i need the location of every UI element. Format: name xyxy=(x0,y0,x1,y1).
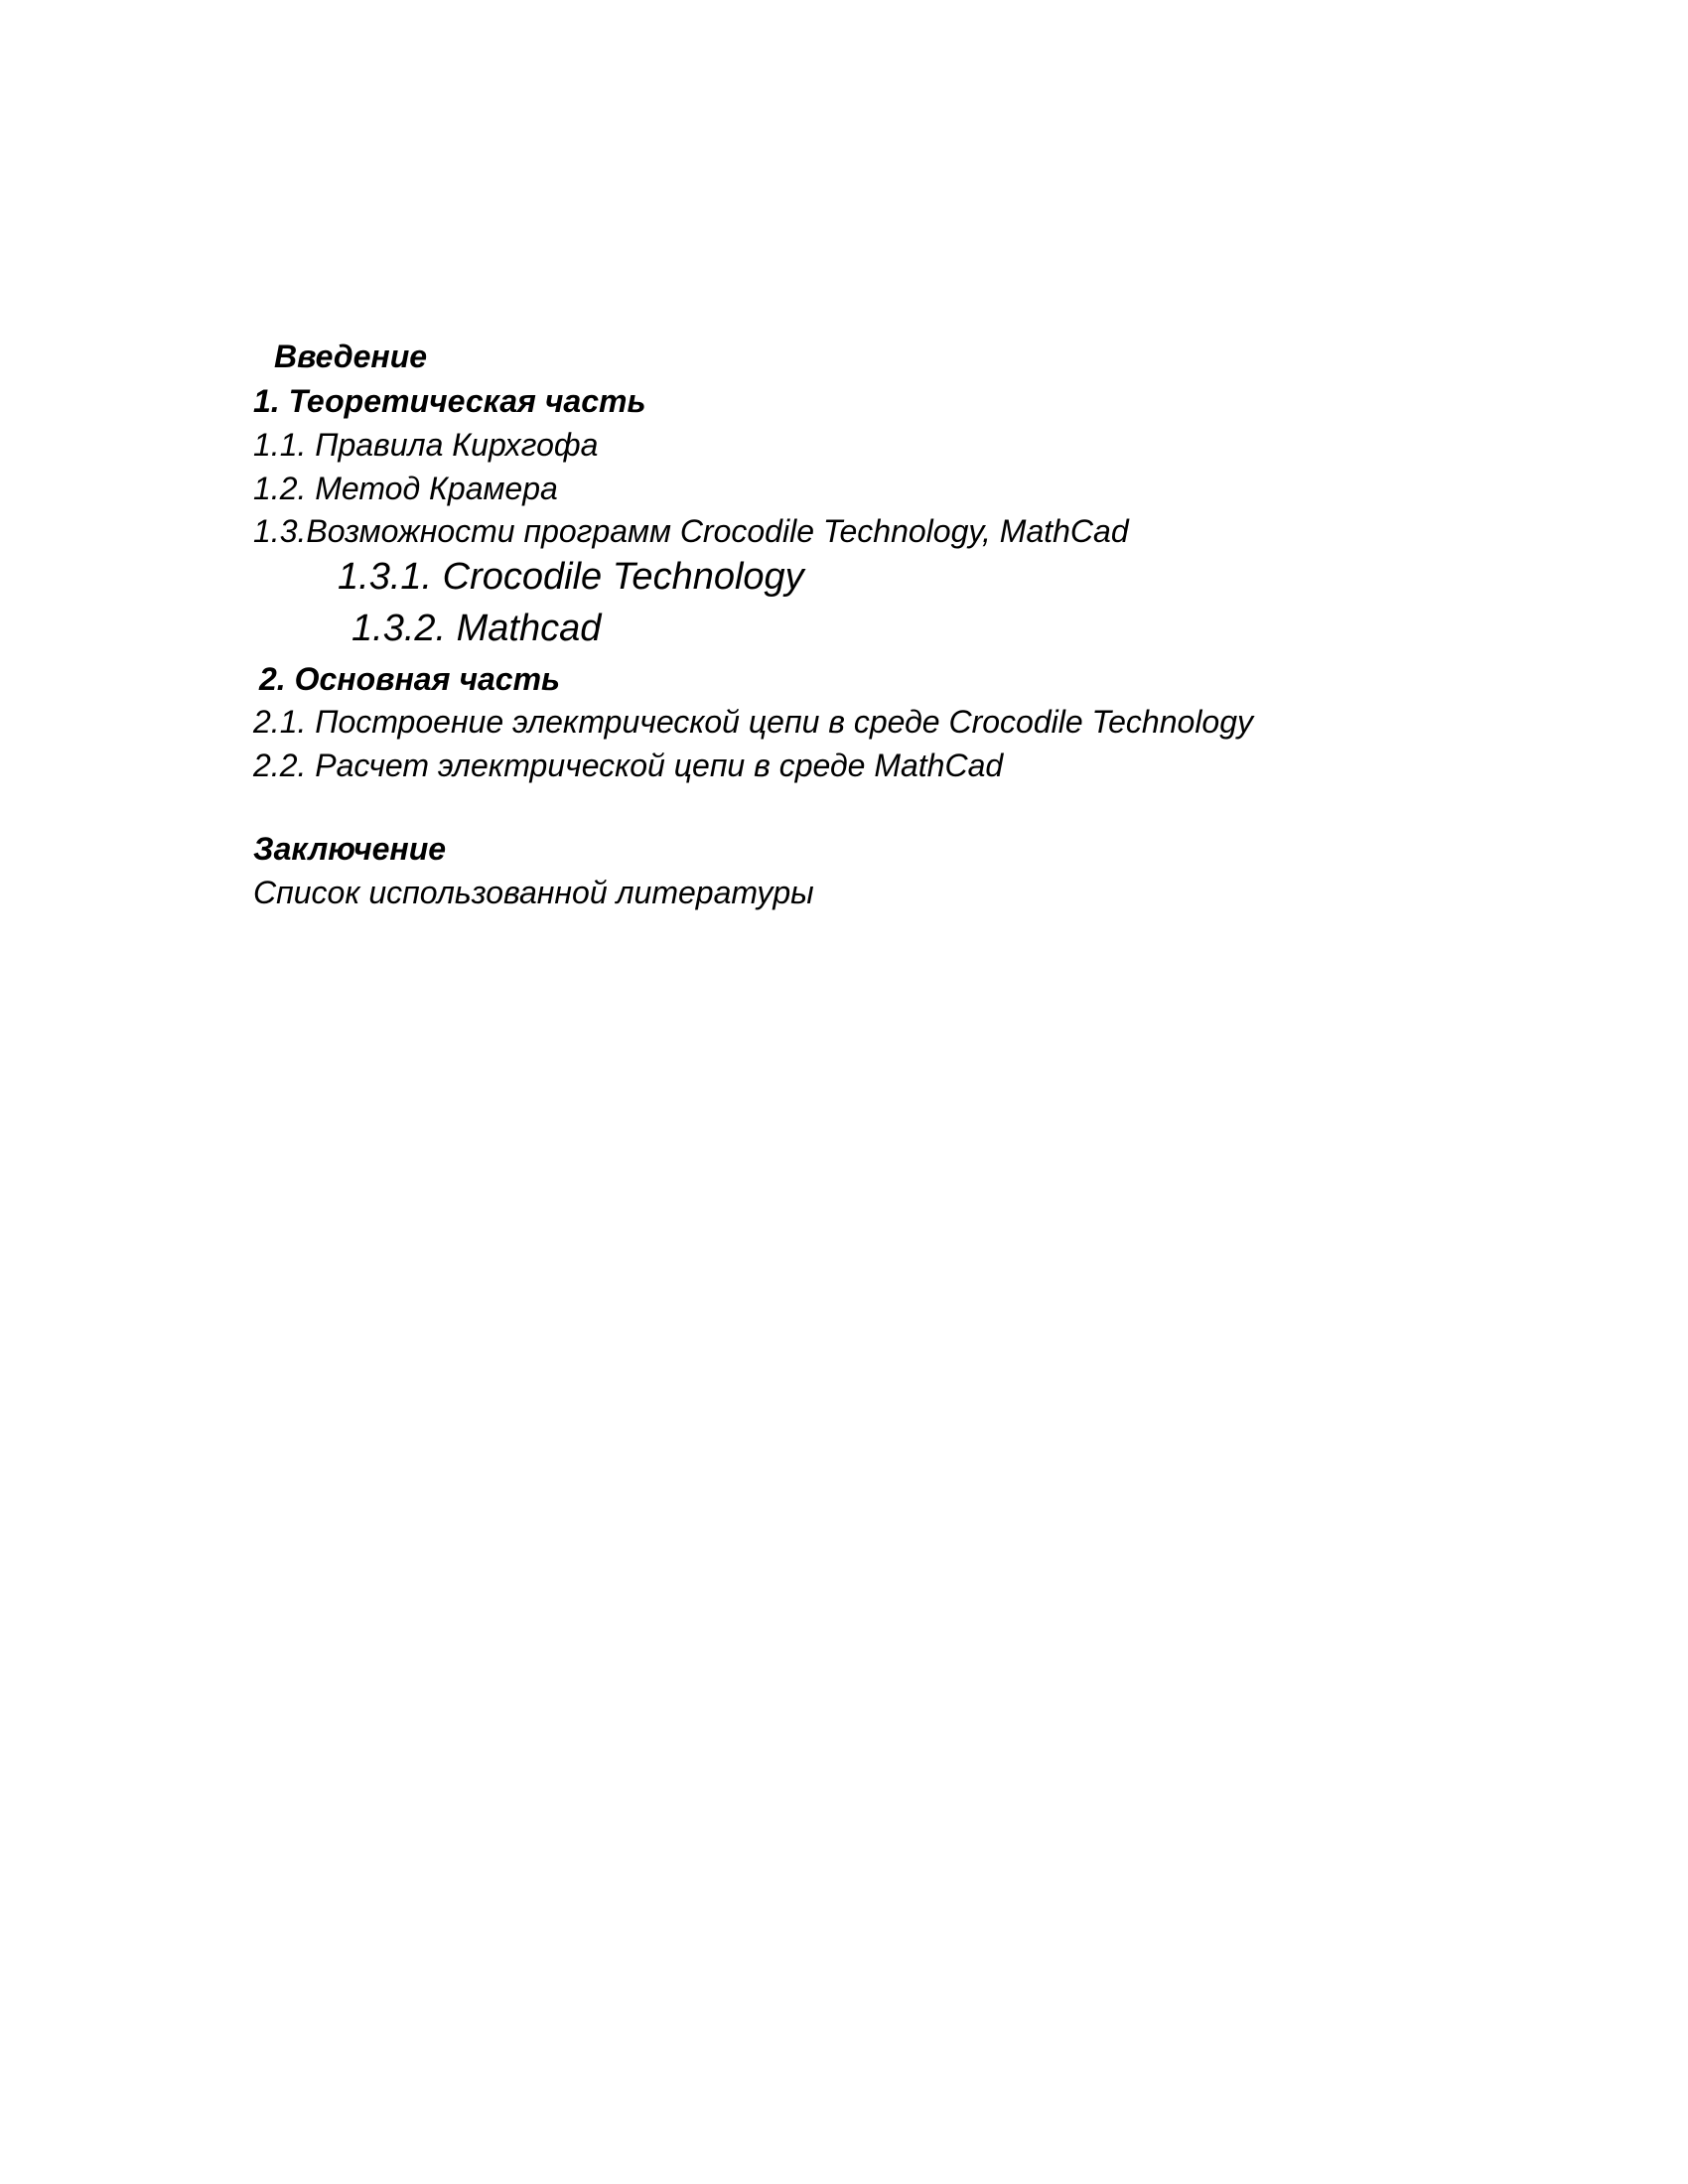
toc-section-1-1: 1.1. Правила Кирхгофа xyxy=(253,427,599,463)
toc-section-2-1: 2.1. Построение электрической цепи в среде Crocodile Technology xyxy=(253,704,1254,740)
toc-part-1-heading: 1. Теоретическая часть xyxy=(253,383,646,419)
toc-part-2-heading: 2. Основная часть xyxy=(259,661,561,697)
toc-section-1-3-1: 1.3.1. Crocodile Technology xyxy=(338,556,804,598)
toc-section-1-3-2: 1.3.2. Mathcad xyxy=(352,608,602,649)
toc-section-1-3: 1.3.Возможности программ Crocodile Technology, MathCad xyxy=(253,513,1129,549)
toc-conclusion: Заключение xyxy=(253,831,447,867)
toc-references: Список использованной литературы xyxy=(253,875,814,910)
toc-section-1-2: 1.2. Метод Крамера xyxy=(253,471,558,506)
toc-intro: Введение xyxy=(274,339,428,374)
toc-section-2-2: 2.2. Расчет электрической цепи в среде MathCad xyxy=(253,748,1004,783)
